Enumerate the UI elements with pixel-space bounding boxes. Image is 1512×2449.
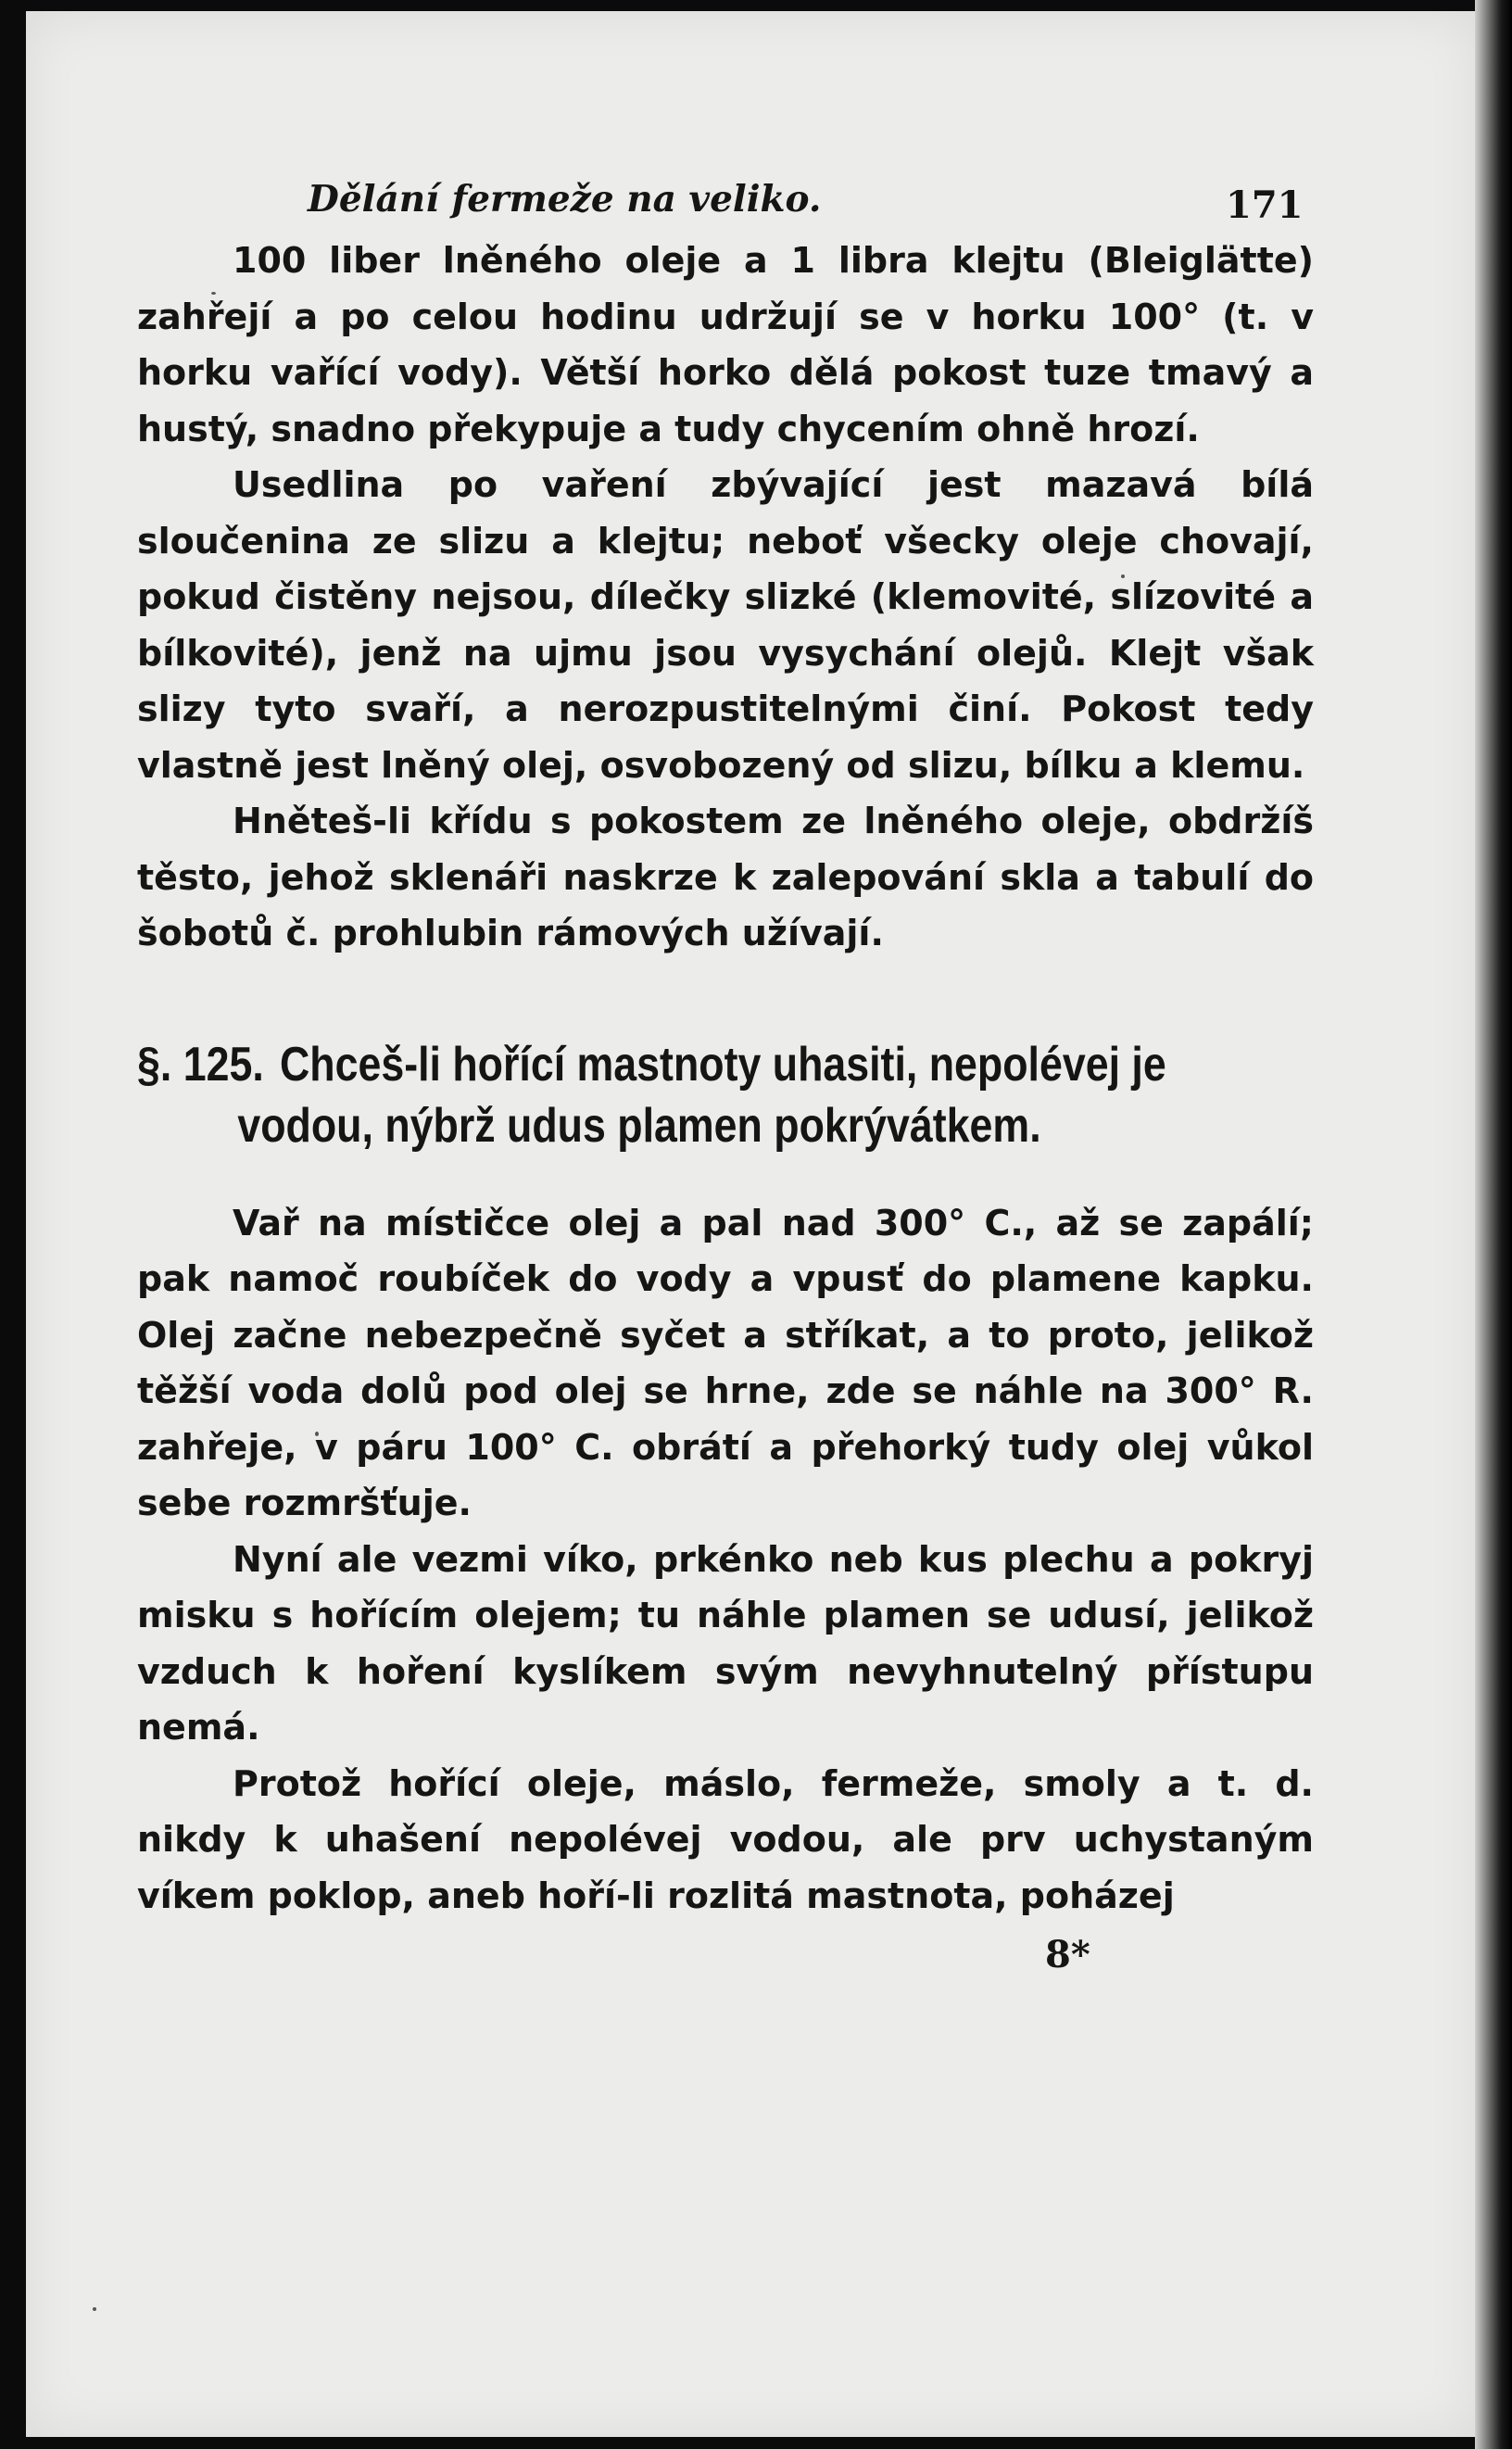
paragraph-title [137,1034,1308,1156]
paragraph-title-line-2: vodou, nýbrž udus plamen pokrývátkem. [237,1098,1041,1153]
signature-mark: 8* [1045,1933,1090,1976]
page-text [137,171,1314,1984]
paragraph: Vař na místičce olej a pal nad 300° C., až se zapálí; pak namoč roubíček do vody a vpusť do plamene kapku. Olej začne nebezpečně syčet a stříkat, a to proto, jelikož těžší voda dolů pod olej se hrne, zde se náhle na 300° R. zahřeje, v páru 100° C. obrátí a přehorký tudy olej vůkol sebe rozmršťuje. [137,1202,1314,1523]
paragraph-title-line-1: Chceš-li hořící mastnoty uhasiti, nepolévej je [279,1037,1166,1092]
paragraph: 100 liber lněného oleje a 1 libra klejtu (Bleiglätte) zahřejí a po celou hodinu udržují se v horku 100° (t. v horku vařící vody). Větší horko dělá pokost tuze tmavý a hustý, snadno překypuje a tudy chycením ohně hrozí. [137,240,1314,449]
page-edge-shadow [1475,0,1512,2449]
ink-speck [93,2307,96,2311]
page-number: 171 [1226,183,1304,227]
paragraph: Hněteš-li křídu s pokostem ze lněného oleje, obdržíš těsto, jehož sklenáři naskrze k zalepování skla a tabulí do šobotů č. prohlubin rámových užívají. [137,801,1314,953]
paragraph: Protož hořící oleje, máslo, fermeže, smoly a t. d. nikdy k uhašení nepolévej vodou, ale prv uchystaným víkem poklop, aneb hoří-li rozlitá mastnota, poházej [137,1762,1314,1916]
paragraph: Usedlina po vaření zbývající jest mazavá bílá sloučenina ze slizu a klejtu; neboť všecky oleje chovají, pokud čistěny nejsou, dílečky slizké (klemovité, slízovité a bílkovité), jenž na ujmu jsou vysychání olejů. Klejt však slizy tyto svaří, a nerozpustitelnými činí. Pokost tedy vlastně jest lněný olej, osvobozený od slizu, bílku a klemu. [137,464,1314,786]
section-heading: Dělání fermeže na veliko. [308,178,822,221]
paragraph: Nyní ale vezmi víko, prkénko neb kus plechu a pokryj misku s hořícím olejem; tu náhle plamen se udusí, jelikož vzduch k hoření kyslíkem svým nevyhnutelný přístupu nemá. [137,1538,1314,1748]
paragraph-number: §. 125. [137,1037,264,1092]
